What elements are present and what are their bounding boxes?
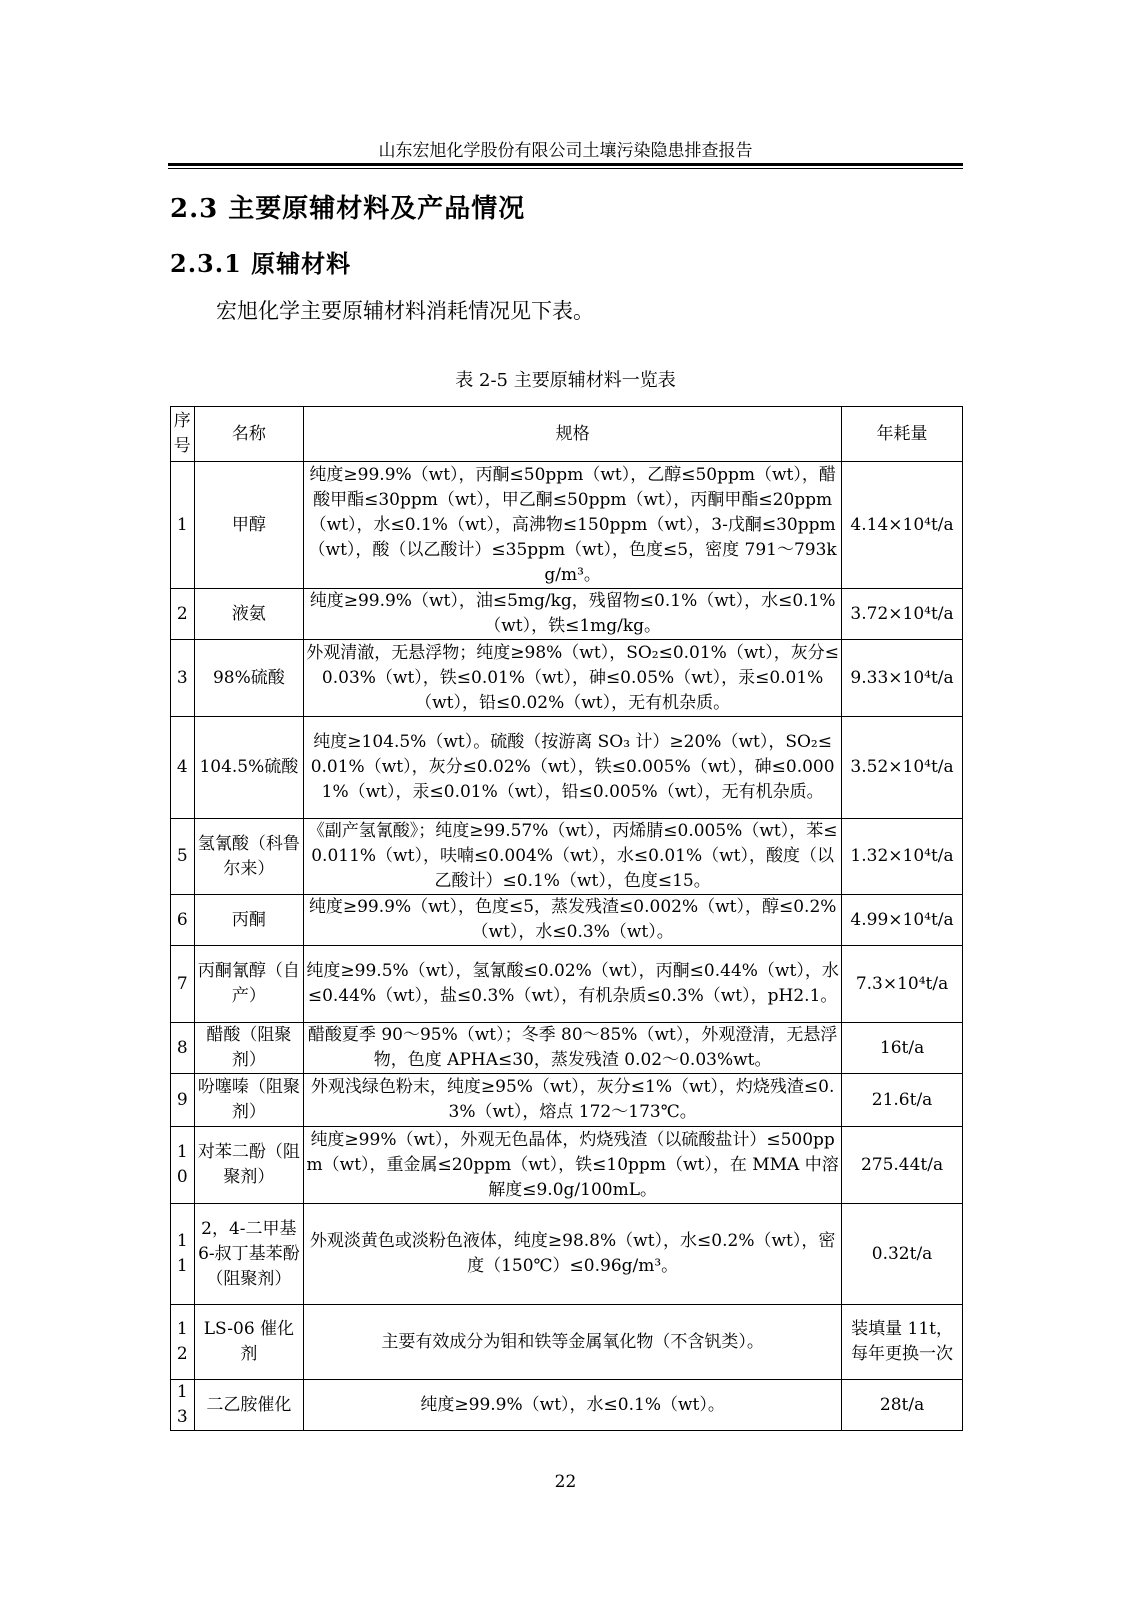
cell-no: 6 bbox=[171, 895, 195, 946]
cell-amount: 275.44t/a bbox=[842, 1127, 963, 1204]
cell-spec: 纯度≥99.9%（wt），丙酮≤50ppm（wt），乙醇≤50ppm（wt），醋酸甲酯≤30ppm（wt），甲乙酮≤50ppm（wt），丙酮甲酯≤20ppm（wt），水≤0.1%（wt），高沸物≤150ppm（wt），3-戊酮≤30ppm（wt），酸（以乙酸计）≤35ppm（wt），色度≤5，密度 791～793kg/m³。 bbox=[304, 462, 842, 589]
cell-spec: 纯度≥99.9%（wt），油≤5mg/kg，残留物≤0.1%（wt），水≤0.1%（wt），铁≤1mg/kg。 bbox=[304, 589, 842, 640]
cell-name: LS-06 催化剂 bbox=[194, 1305, 304, 1380]
table-row bbox=[171, 1127, 963, 1204]
cell-amount: 7.3×10⁴t/a bbox=[842, 946, 963, 1023]
header-no: 序号 bbox=[171, 407, 195, 462]
cell-name: 丙酮 bbox=[194, 895, 304, 946]
cell-spec: 纯度≥99.9%（wt），色度≤5，蒸发残渣≤0.002%（wt），醇≤0.2%（wt），水≤0.3%（wt）。 bbox=[304, 895, 842, 946]
table-header-row bbox=[171, 407, 963, 462]
cell-spec: 外观浅绿色粉末，纯度≥95%（wt），灰分≤1%（wt），灼烧残渣≤0.3%（wt），熔点 172～173℃。 bbox=[304, 1074, 842, 1127]
cell-no: 8 bbox=[171, 1023, 195, 1074]
intro-paragraph: 宏旭化学主要原辅材料消耗情况见下表。 bbox=[216, 299, 594, 323]
cell-spec: 主要有效成分为钼和铁等金属氧化物（不含钒类）。 bbox=[304, 1305, 842, 1380]
table-row bbox=[171, 640, 963, 717]
cell-spec: 《副产氢氰酸》；纯度≥99.57%（wt），丙烯腈≤0.005%（wt），苯≤0.011%（wt），呋喃≤0.004%（wt），水≤0.01%（wt），酸度（以乙酸计）≤0.1%（wt），色度≤15。 bbox=[304, 819, 842, 895]
cell-name: 98%硫酸 bbox=[194, 640, 304, 717]
cell-name: 甲醇 bbox=[194, 462, 304, 589]
table-row bbox=[171, 1023, 963, 1074]
cell-no: 7 bbox=[171, 946, 195, 1023]
cell-spec: 纯度≥104.5%（wt）。硫酸（按游离 SO₃ 计）≥20%（wt），SO₂≤0.01%（wt），灰分≤0.02%（wt），铁≤0.005%（wt），砷≤0.0001%（wt），汞≤0.01%（wt），铅≤0.005%（wt），无有机杂质。 bbox=[304, 717, 842, 819]
cell-amount: 28t/a bbox=[842, 1380, 963, 1431]
cell-no: 4 bbox=[171, 717, 195, 819]
table-row bbox=[171, 1380, 963, 1431]
cell-spec: 醋酸夏季 90～95%（wt）；冬季 80～85%（wt），外观澄清，无悬浮物，色度 APHA≤30，蒸发残渣 0.02～0.03%wt。 bbox=[304, 1023, 842, 1074]
table-row bbox=[171, 1204, 963, 1305]
cell-name: 二乙胺催化 bbox=[194, 1380, 304, 1431]
cell-amount: 4.99×10⁴t/a bbox=[842, 895, 963, 946]
cell-no: 1 bbox=[171, 462, 195, 589]
cell-no: 2 bbox=[171, 589, 195, 640]
cell-amount: 3.72×10⁴t/a bbox=[842, 589, 963, 640]
cell-no: 10 bbox=[171, 1127, 195, 1204]
cell-amount: 21.6t/a bbox=[842, 1074, 963, 1127]
cell-spec: 外观淡黄色或淡粉色液体，纯度≥98.8%（wt），水≤0.2%（wt），密度（150℃）≤0.96g/m³。 bbox=[304, 1204, 842, 1305]
table-row bbox=[171, 895, 963, 946]
table-row bbox=[171, 589, 963, 640]
cell-spec: 纯度≥99.5%（wt），氢氰酸≤0.02%（wt），丙酮≤0.44%（wt），水≤0.44%（wt），盐≤0.3%（wt），有机杂质≤0.3%（wt），pH2.1。 bbox=[304, 946, 842, 1023]
subsection-heading: 2.3.1 原辅材料 bbox=[170, 249, 352, 278]
cell-no: 3 bbox=[171, 640, 195, 717]
page-number: 22 bbox=[554, 1472, 577, 1492]
cell-spec: 纯度≥99.9%（wt），水≤0.1%（wt）。 bbox=[304, 1380, 842, 1431]
table-row bbox=[171, 717, 963, 819]
cell-no: 9 bbox=[171, 1074, 195, 1127]
cell-name: 液氨 bbox=[194, 589, 304, 640]
header-rule-thick bbox=[168, 163, 963, 166]
cell-name: 2，4-二甲基6-叔丁基苯酚（阻聚剂） bbox=[194, 1204, 304, 1305]
cell-name: 对苯二酚（阻聚剂） bbox=[194, 1127, 304, 1204]
cell-amount: 1.32×10⁴t/a bbox=[842, 819, 963, 895]
table-row bbox=[171, 1074, 963, 1127]
cell-name: 吩噻嗪（阻聚剂） bbox=[194, 1074, 304, 1127]
cell-amount: 16t/a bbox=[842, 1023, 963, 1074]
materials-table bbox=[170, 406, 963, 1431]
cell-amount: 装填量 11t，每年更换一次 bbox=[842, 1305, 963, 1380]
cell-no: 12 bbox=[171, 1305, 195, 1380]
cell-amount: 0.32t/a bbox=[842, 1204, 963, 1305]
cell-name: 氢氰酸（科鲁尔来） bbox=[194, 819, 304, 895]
header-name: 名称 bbox=[194, 407, 304, 462]
table-row bbox=[171, 946, 963, 1023]
header-amount: 年耗量 bbox=[842, 407, 963, 462]
cell-amount: 3.52×10⁴t/a bbox=[842, 717, 963, 819]
header-rule-thin bbox=[168, 168, 963, 169]
table-row bbox=[171, 819, 963, 895]
table-row bbox=[171, 462, 963, 589]
cell-no: 11 bbox=[171, 1204, 195, 1305]
table-body bbox=[171, 462, 963, 1431]
cell-name: 醋酸（阻聚剂） bbox=[194, 1023, 304, 1074]
table-row bbox=[171, 1305, 963, 1380]
cell-amount: 9.33×10⁴t/a bbox=[842, 640, 963, 717]
cell-spec: 外观清澈，无悬浮物；纯度≥98%（wt），SO₂≤0.01%（wt），灰分≤0.03%（wt），铁≤0.01%（wt），砷≤0.05%（wt），汞≤0.01%（wt），铅≤0.02%（wt），无有机杂质。 bbox=[304, 640, 842, 717]
cell-amount: 4.14×10⁴t/a bbox=[842, 462, 963, 589]
cell-no: 5 bbox=[171, 819, 195, 895]
cell-name: 104.5%硫酸 bbox=[194, 717, 304, 819]
cell-spec: 纯度≥99%（wt），外观无色晶体，灼烧残渣（以硫酸盐计）≤500ppm（wt），重金属≤20ppm（wt），铁≤10ppm（wt），在 MMA 中溶解度≤9.0g/100mL。 bbox=[304, 1127, 842, 1204]
cell-name: 丙酮氰醇（自产） bbox=[194, 946, 304, 1023]
table-caption: 表 2-5 主要原辅材料一览表 bbox=[455, 370, 676, 391]
header-spec: 规格 bbox=[304, 407, 842, 462]
cell-no: 13 bbox=[171, 1380, 195, 1431]
section-heading: 2.3 主要原辅材料及产品情况 bbox=[170, 194, 526, 224]
page-header: 山东宏旭化学股份有限公司土壤污染隐患排查报告 bbox=[378, 141, 753, 161]
